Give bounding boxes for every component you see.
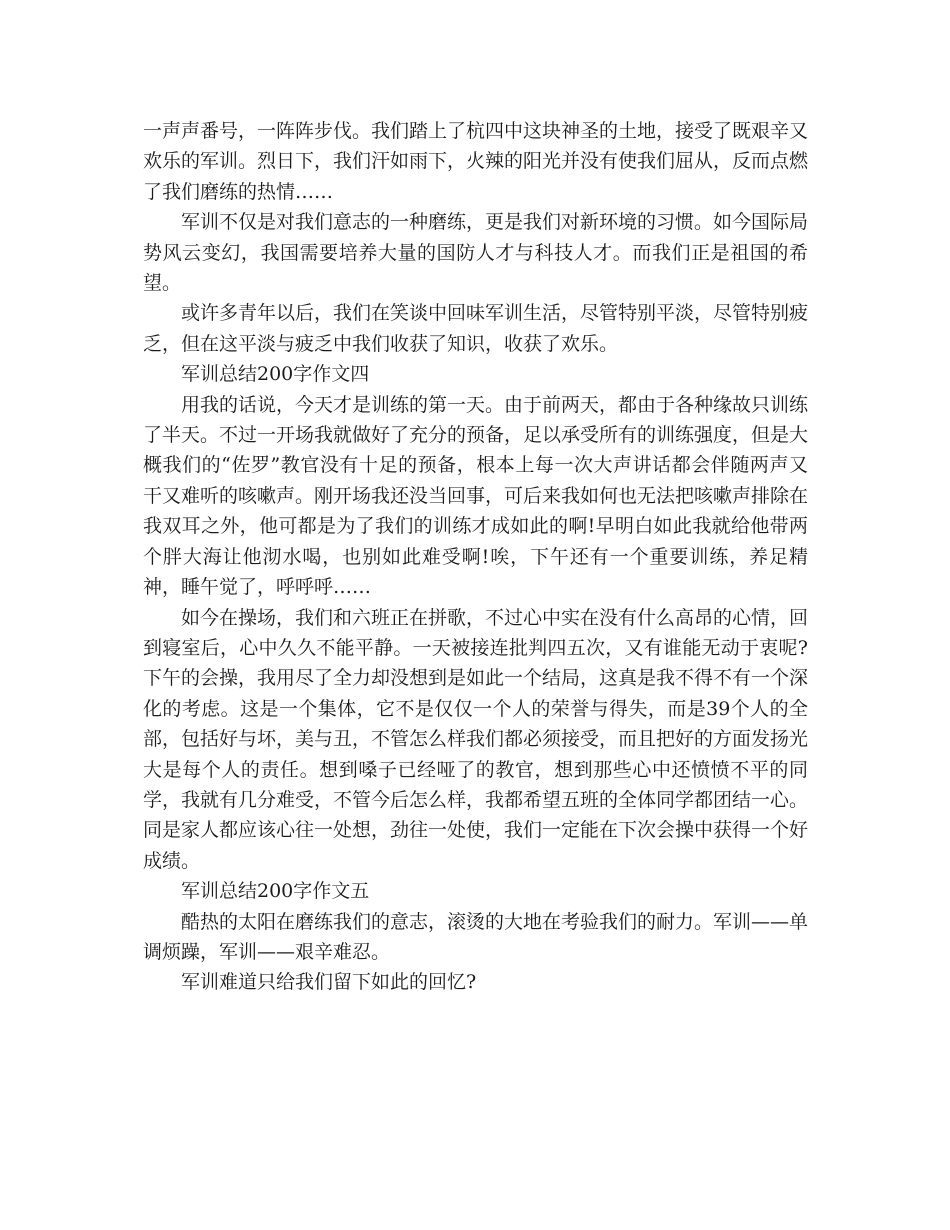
paragraph: 一声声番号，一阵阵步伐。我们踏上了杭四中这块神圣的土地，接受了既艰辛又欢乐的军训。烈日下，我们汗如雨下，火辣的阳光并没有使我们屈从，反而点燃了我们磨练的热情…… <box>143 120 809 203</box>
section-heading: 军训总结200字作文四 <box>181 363 370 386</box>
paragraph: 用我的话说，今天才是训练的第一天。由于前两天，都由于各种缘故只训练了半天。不过一开场我就做好了充分的预备，足以承受所有的训练强度，但是大概我们的“佐罗”教官没有十足的预备，根本上每一次大声讲话都会伴随两声又干又难听的咳嗽声。刚开场我还没当回事，可后来我如何也无法把咳嗽声排除在我双耳之外，他可都是为了我们的训练才成如此的啊!早明白如此我就给他带两个胖大海让他沏水喝，也别如此难受啊!唉，下午还有一个重要训练，养足精神，睡午觉了，呼呼呼…… <box>143 393 809 599</box>
paragraph: 酷热的太阳在磨练我们的意志，滚烫的大地在考验我们的耐力。军训——单调烦躁，军训——艰辛难忍。 <box>143 910 809 963</box>
section-heading: 军训总结200字作文五 <box>181 880 370 903</box>
document-page <box>143 116 808 998</box>
paragraph: 或许多青年以后，我们在笑谈中回味军训生活，尽管特别平淡，尽管特别疲乏，但在这平淡与疲乏中我们收获了知识，收获了欢乐。 <box>143 302 809 355</box>
paragraph: 如今在操场，我们和六班正在拼歌，不过心中实在没有什么高昂的心情，回到寝室后，心中久久不能平静。一天被接连批判四五次，又有谁能无动于衷呢?下午的会操，我用尽了全力却没想到是如此一个结局，这真是我不得不有一个深化的考虑。这是一个集体，它不是仅仅一个人的荣誉与得失，而是39个人的全部，包括好与坏，美与丑，不管怎么样我们都必须接受，而且把好的方面发扬光大是每个人的责任。想到嗓子已经哑了的教官，想到那些心中还愤愤不平的同学，我就有几分难受，不管今后怎么样，我都希望五班的全体同学都团结一心。同是家人都应该心往一处想，劲往一处使，我们一定能在下次会操中获得一个好成绩。 <box>143 606 809 872</box>
paragraph: 军训难道只给我们留下如此的回忆? <box>181 971 477 994</box>
paragraph: 军训不仅是对我们意志的一种磨练，更是我们对新环境的习惯。如今国际局势风云变幻，我国需要培养大量的国防人才与科技人才。而我们正是祖国的希望。 <box>143 211 809 295</box>
